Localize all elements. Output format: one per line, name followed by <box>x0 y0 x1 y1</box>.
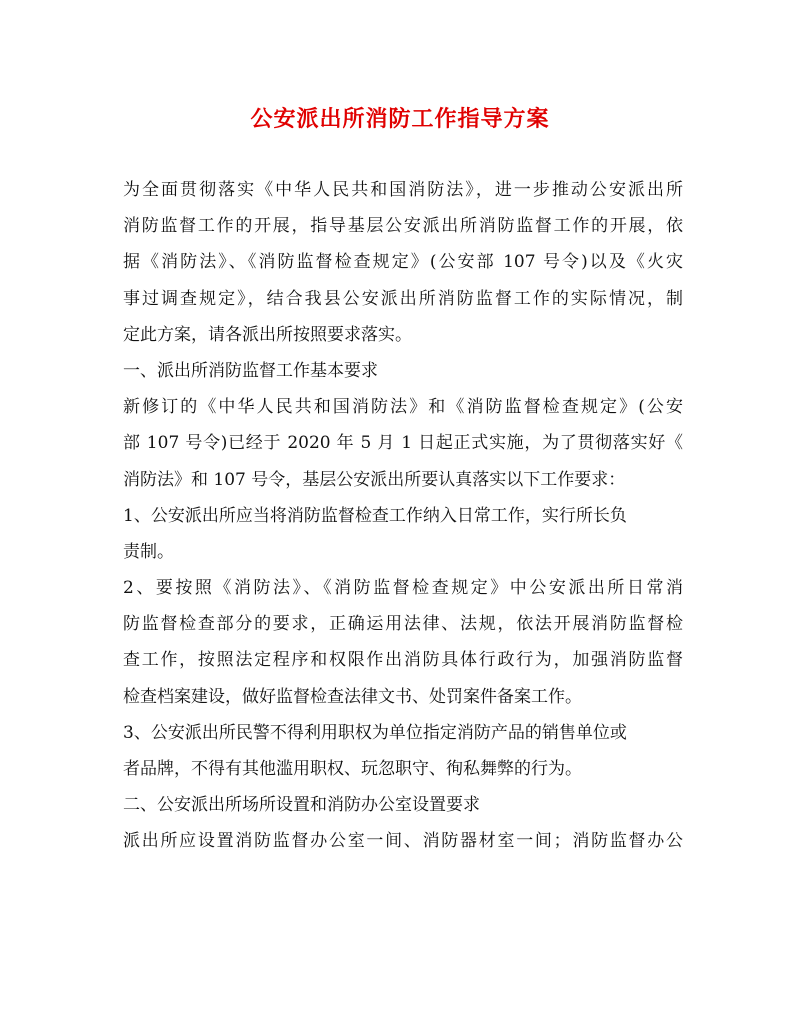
text-line: 消防监督工作的开展，指导基层公安派出所消防监督工作的开展，依 <box>123 216 683 237</box>
text-line: 二、公安派出所场所设置和消防办公室设置要求 <box>123 795 480 816</box>
text-line: 据《消防法》、《消防监督检查规定》(公安部 107 号令)以及《火灾 <box>123 252 683 273</box>
document-body <box>123 172 683 860</box>
text-line: 检查档案建设，做好监督检查法律文书、处罚案件备案工作。 <box>123 686 582 707</box>
text-line: 责制。 <box>123 541 174 562</box>
text-line: 者品牌，不得有其他滥用职权、玩忽职守、徇私舞弊的行为。 <box>123 759 582 779</box>
text-line: 查工作，按照法定程序和权限作出消防具体行政行为，加强消防监督 <box>123 650 683 671</box>
text-line: 一、派出所消防监督工作基本要求 <box>123 360 378 381</box>
text-line: 3、公安派出所民警不得利用职权为单位指定消防产品的销售单位或 <box>123 722 627 743</box>
text-line: 2、要按照《消防法》、《消防监督检查规定》中公安派出所日常消 <box>123 578 683 599</box>
text-line: 派出所应设置消防监督办公室一间、消防器材室一间；消防监督办公 <box>123 831 683 852</box>
text-line: 定此方案，请各派出所按照要求落实。 <box>123 324 412 345</box>
text-line: 部 107 号令)已经于 2020 年 5 月 1 日起正式实施，为了贯彻落实好《 <box>123 433 683 454</box>
text-line: 为全面贯彻落实《中华人民共和国消防法》，进一步推动公安派出所 <box>123 180 683 200</box>
text-line: 事过调查规定》，结合我县公安派出所消防监督工作的实际情况，制 <box>123 288 683 309</box>
text-line: 消防法》和 107 号令，基层公安派出所要认真落实以下工作要求： <box>123 469 626 490</box>
text-line: 防监督检查部分的要求，正确运用法律、法规，依法开展消防监督检 <box>123 614 683 635</box>
text-line: 1、公安派出所应当将消防监督检查工作纳入日常工作，实行所长负 <box>123 505 627 526</box>
text-line: 新修订的《中华人民共和国消防法》和《消防监督检查规定》(公安 <box>123 397 683 418</box>
document-title: 公安派出所消防工作指导方案 <box>250 106 550 132</box>
